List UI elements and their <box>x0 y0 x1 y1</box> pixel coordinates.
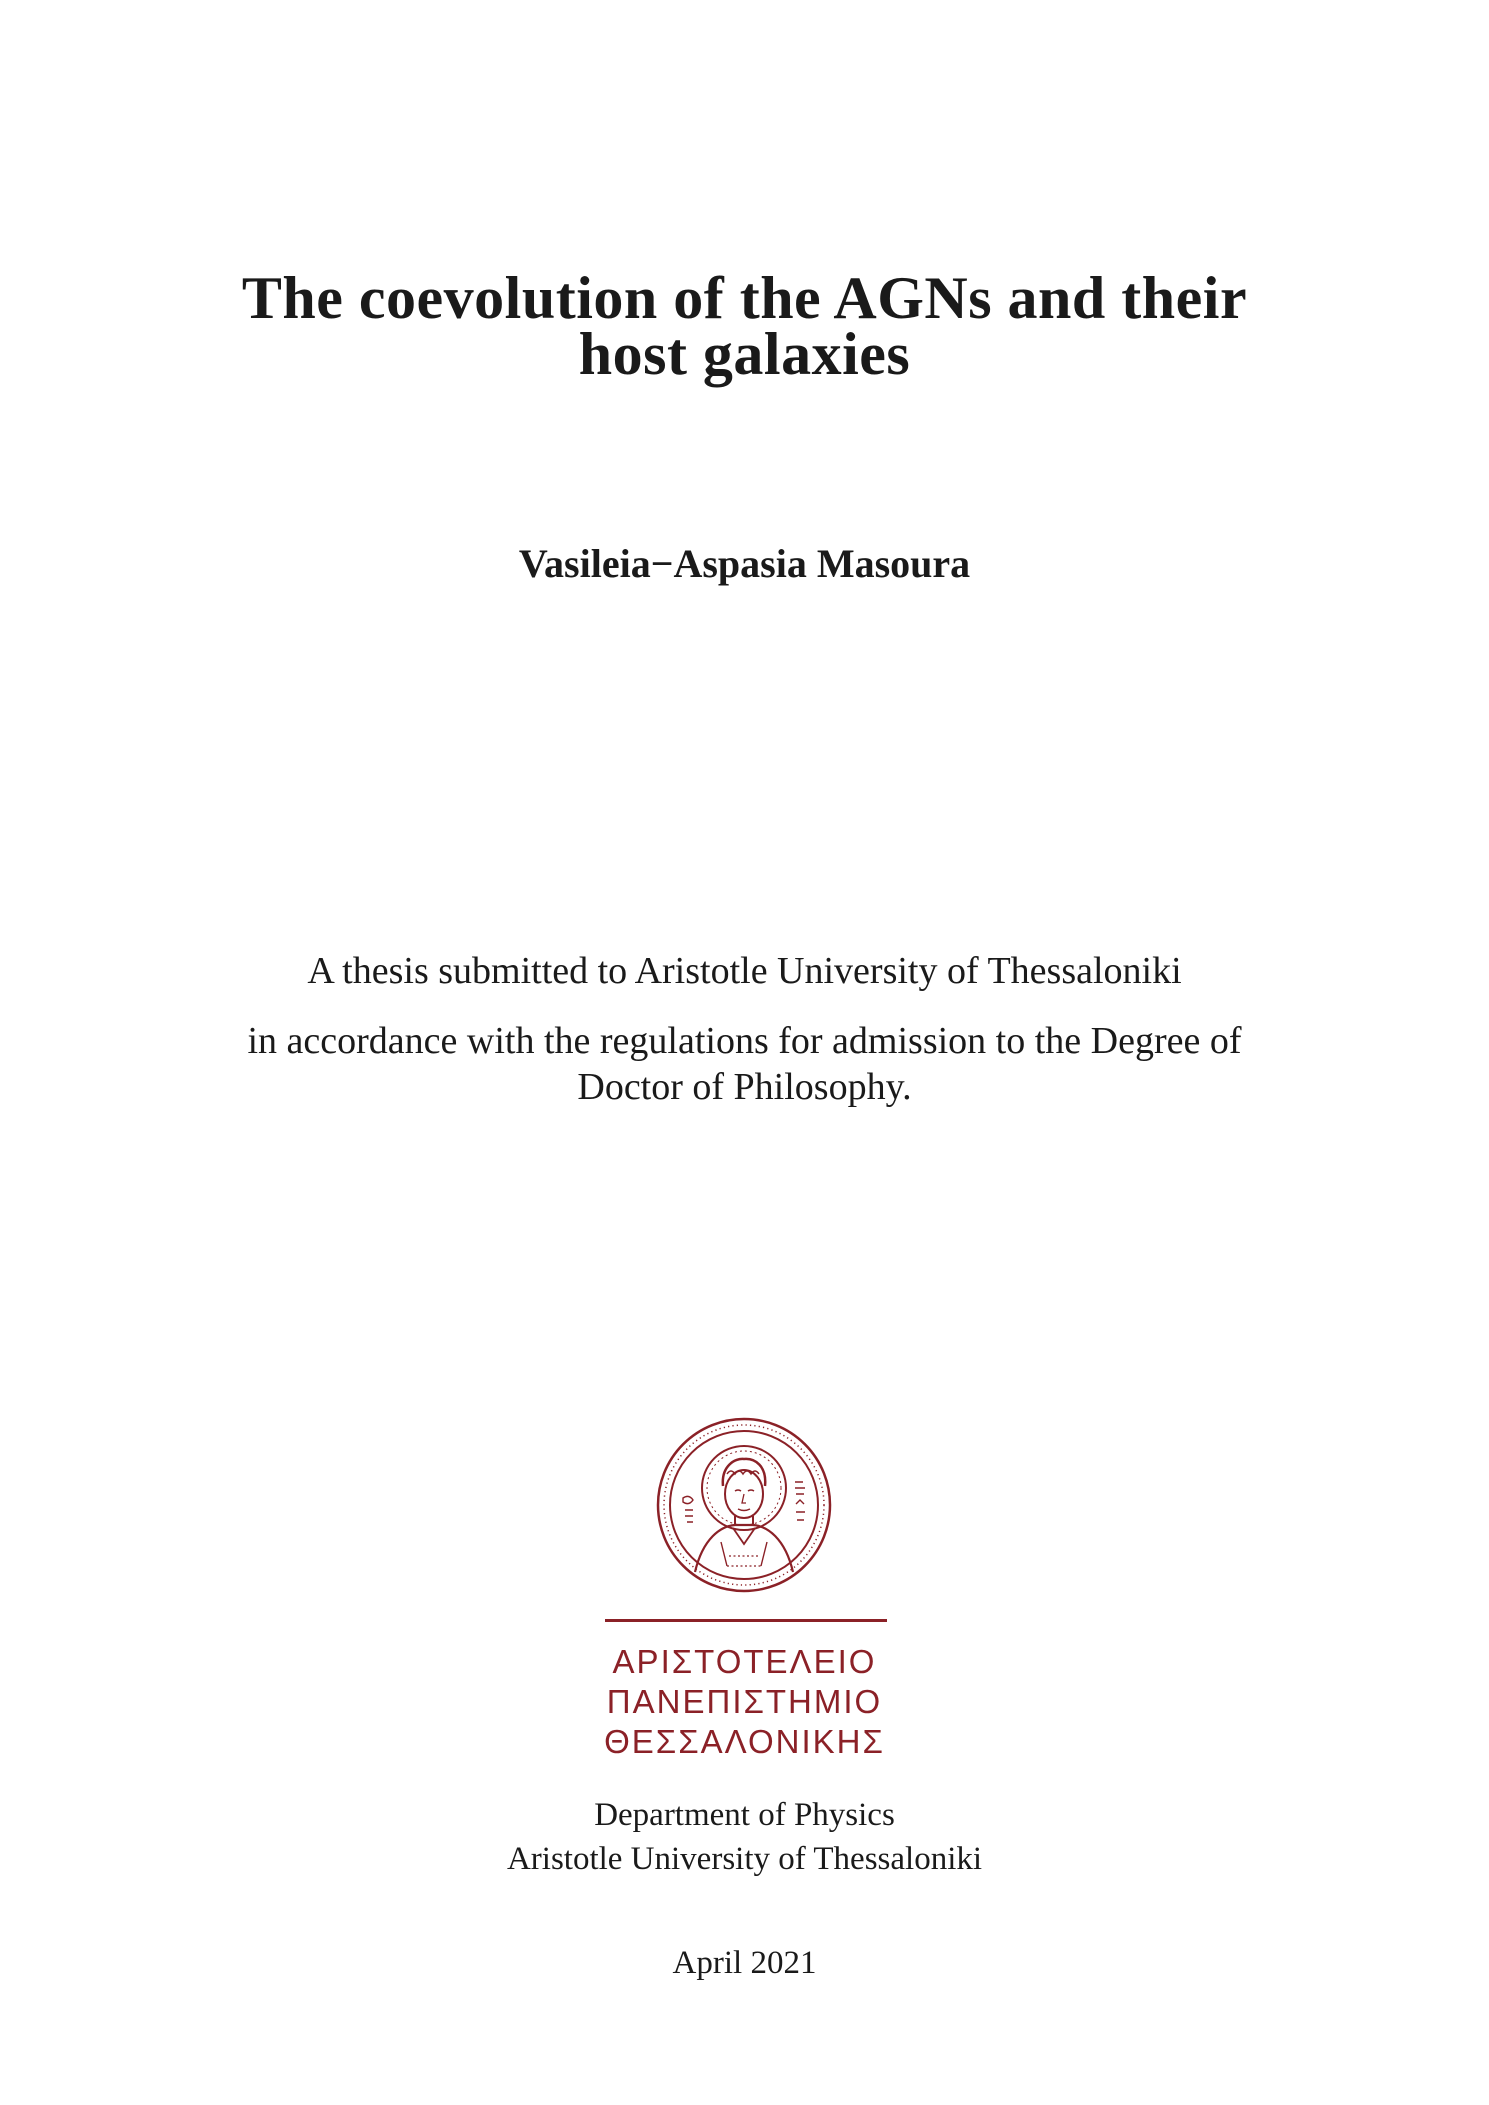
affiliation <box>0 1793 1489 1881</box>
university-wordmark <box>0 1642 1489 1762</box>
wordmark-line: ΑΡΙΣΤΟΤΕΛΕΙΟ <box>612 1643 877 1680</box>
statement-line: A thesis submitted to Aristotle University of Thessaloniki <box>307 950 1182 992</box>
submission-date: April 2021 <box>672 1945 817 1981</box>
department-name: Department of Physics <box>594 1797 895 1833</box>
university-seal-icon <box>655 1416 833 1594</box>
statement-line: in accordance with the regulations for admission to the Degree of <box>247 1020 1242 1062</box>
university-name: Aristotle University of Thessaloniki <box>506 1841 983 1877</box>
thesis-title <box>0 265 1489 387</box>
statement-line: Doctor of Philosophy. <box>577 1066 912 1108</box>
logo-divider <box>605 1619 887 1622</box>
thesis-title-line: host galaxies <box>578 321 911 387</box>
thesis-title-line: The coevolution of the AGNs and their <box>241 265 1248 331</box>
wordmark-line: ΠΑΝΕΠΙΣΤΗΜΙΟ <box>606 1683 883 1720</box>
author-name: Vasileia−Aspasia Masoura <box>518 541 971 586</box>
submission-statement <box>0 948 1489 1110</box>
wordmark-line: ΘΕΣΣΑΛΟΝΙΚΗΣ <box>604 1723 885 1760</box>
